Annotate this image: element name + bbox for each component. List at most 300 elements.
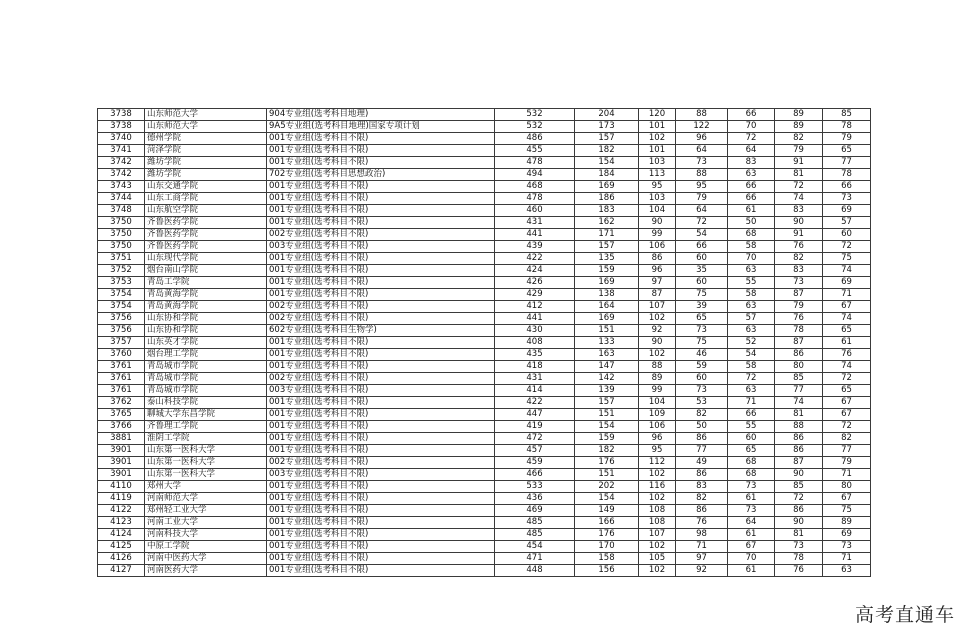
major-group-cell: 001专业组(选考科目不限) [267, 217, 495, 229]
school-code-cell: 3743 [98, 181, 145, 193]
total-score-cell: 431 [495, 373, 575, 385]
school-name-cell: 山东英才学院 [145, 337, 267, 349]
score-cell: 70 [728, 253, 775, 265]
score-cell: 169 [575, 313, 639, 325]
school-name-cell: 齐鲁医药学院 [145, 241, 267, 253]
score-cell: 49 [676, 457, 728, 469]
score-cell: 102 [639, 541, 676, 553]
school-name-cell: 中原工学院 [145, 541, 267, 553]
score-cell: 74 [823, 313, 871, 325]
score-cell: 102 [639, 349, 676, 361]
score-cell: 61 [728, 493, 775, 505]
score-cell: 171 [575, 229, 639, 241]
score-cell: 71 [823, 553, 871, 565]
score-cell: 86 [639, 253, 676, 265]
score-cell: 54 [728, 349, 775, 361]
score-cell: 116 [639, 481, 676, 493]
score-cell: 79 [676, 193, 728, 205]
score-cell: 75 [823, 505, 871, 517]
score-cell: 68 [728, 457, 775, 469]
score-cell: 80 [775, 361, 823, 373]
school-name-cell: 山东第一医科大学 [145, 457, 267, 469]
major-group-cell: 002专业组(选考科目不限) [267, 313, 495, 325]
score-cell: 87 [639, 289, 676, 301]
school-name-cell: 泰山科技学院 [145, 397, 267, 409]
school-name-cell: 菏泽学院 [145, 145, 267, 157]
total-score-cell: 447 [495, 409, 575, 421]
major-group-cell: 001专业组(选考科目不限) [267, 565, 495, 577]
school-name-cell: 潍坊学院 [145, 169, 267, 181]
school-name-cell: 淮阴工学院 [145, 433, 267, 445]
school-name-cell: 山东第一医科大学 [145, 445, 267, 457]
score-cell: 151 [575, 409, 639, 421]
score-cell: 70 [728, 553, 775, 565]
score-cell: 154 [575, 157, 639, 169]
score-cell: 65 [823, 385, 871, 397]
total-score-cell: 532 [495, 109, 575, 121]
score-cell: 68 [728, 229, 775, 241]
school-code-cell: 3740 [98, 133, 145, 145]
score-cell: 90 [775, 469, 823, 481]
score-cell: 82 [823, 433, 871, 445]
score-cell: 108 [639, 517, 676, 529]
score-cell: 96 [639, 433, 676, 445]
score-cell: 74 [775, 193, 823, 205]
school-name-cell: 河南师范大学 [145, 493, 267, 505]
score-cell: 103 [639, 193, 676, 205]
table-row [98, 253, 871, 265]
school-code-cell: 3881 [98, 433, 145, 445]
score-cell: 102 [639, 133, 676, 145]
total-score-cell: 448 [495, 565, 575, 577]
score-cell: 133 [575, 337, 639, 349]
school-code-cell: 3744 [98, 193, 145, 205]
score-cell: 86 [676, 469, 728, 481]
major-group-cell: 001专业组(选考科目不限) [267, 409, 495, 421]
score-cell: 90 [639, 337, 676, 349]
score-cell: 157 [575, 133, 639, 145]
school-name-cell: 烟台理工学院 [145, 349, 267, 361]
score-cell: 66 [676, 241, 728, 253]
score-cell: 83 [775, 265, 823, 277]
score-cell: 66 [728, 181, 775, 193]
score-cell: 138 [575, 289, 639, 301]
school-code-cell: 3748 [98, 205, 145, 217]
school-code-cell: 3761 [98, 361, 145, 373]
score-cell: 103 [639, 157, 676, 169]
score-cell: 65 [823, 145, 871, 157]
score-cell: 102 [639, 469, 676, 481]
watermark-text: 高考直通车 [854, 604, 955, 626]
score-cell: 169 [575, 181, 639, 193]
major-group-cell: 003专业组(选考科目不限) [267, 469, 495, 481]
score-cell: 102 [639, 313, 676, 325]
table-row [98, 109, 871, 121]
score-cell: 159 [575, 433, 639, 445]
major-group-cell: 003专业组(选考科目不限) [267, 385, 495, 397]
school-code-cell: 3751 [98, 253, 145, 265]
score-cell: 76 [775, 241, 823, 253]
score-cell: 71 [728, 397, 775, 409]
school-code-cell: 3756 [98, 313, 145, 325]
school-code-cell: 3750 [98, 229, 145, 241]
total-score-cell: 439 [495, 241, 575, 253]
total-score-cell: 478 [495, 157, 575, 169]
table-row [98, 349, 871, 361]
table-row [98, 157, 871, 169]
score-cell: 73 [775, 541, 823, 553]
school-code-cell: 3901 [98, 469, 145, 481]
score-cell: 176 [575, 529, 639, 541]
school-code-cell: 3738 [98, 121, 145, 133]
table-row [98, 565, 871, 577]
score-cell: 64 [728, 517, 775, 529]
score-cell: 61 [823, 337, 871, 349]
score-cell: 73 [676, 325, 728, 337]
total-score-cell: 441 [495, 229, 575, 241]
score-cell: 102 [639, 565, 676, 577]
major-group-cell: 003专业组(选考科目不限) [267, 241, 495, 253]
school-code-cell: 3754 [98, 301, 145, 313]
total-score-cell: 460 [495, 205, 575, 217]
table-row [98, 265, 871, 277]
school-name-cell: 齐鲁理工学院 [145, 421, 267, 433]
score-cell: 68 [728, 469, 775, 481]
score-cell: 91 [775, 157, 823, 169]
score-cell: 81 [775, 529, 823, 541]
score-cell: 73 [676, 157, 728, 169]
score-cell: 113 [639, 169, 676, 181]
score-cell: 66 [728, 409, 775, 421]
school-code-cell: 3762 [98, 397, 145, 409]
school-code-cell: 3761 [98, 385, 145, 397]
score-cell: 83 [676, 481, 728, 493]
major-group-cell: 001专业组(选考科目不限) [267, 181, 495, 193]
score-cell: 67 [823, 409, 871, 421]
school-code-cell: 4126 [98, 553, 145, 565]
score-cell: 85 [775, 373, 823, 385]
score-cell: 55 [728, 277, 775, 289]
total-score-cell: 412 [495, 301, 575, 313]
table-row [98, 181, 871, 193]
table-row [98, 373, 871, 385]
score-cell: 92 [639, 325, 676, 337]
score-cell: 88 [676, 169, 728, 181]
score-cell: 58 [728, 361, 775, 373]
score-cell: 154 [575, 421, 639, 433]
school-name-cell: 山东师范大学 [145, 121, 267, 133]
school-code-cell: 3742 [98, 157, 145, 169]
score-cell: 57 [728, 313, 775, 325]
score-cell: 55 [728, 421, 775, 433]
score-cell: 173 [575, 121, 639, 133]
score-cell: 85 [823, 109, 871, 121]
table-row [98, 337, 871, 349]
score-cell: 82 [775, 253, 823, 265]
score-cell: 166 [575, 517, 639, 529]
score-cell: 78 [775, 553, 823, 565]
table-row [98, 493, 871, 505]
school-code-cell: 3757 [98, 337, 145, 349]
score-cell: 50 [676, 421, 728, 433]
score-cell: 87 [775, 289, 823, 301]
score-cell: 86 [775, 433, 823, 445]
table-row [98, 325, 871, 337]
score-cell: 71 [676, 541, 728, 553]
table-row [98, 409, 871, 421]
school-code-cell: 3761 [98, 373, 145, 385]
major-group-cell: 001专业组(选考科目不限) [267, 553, 495, 565]
school-name-cell: 山东师范大学 [145, 109, 267, 121]
school-name-cell: 河南中医药大学 [145, 553, 267, 565]
score-cell: 95 [639, 181, 676, 193]
total-score-cell: 419 [495, 421, 575, 433]
school-name-cell: 山东现代学院 [145, 253, 267, 265]
score-cell: 184 [575, 169, 639, 181]
score-table [97, 108, 871, 577]
score-cell: 72 [775, 181, 823, 193]
major-group-cell: 001专业组(选考科目不限) [267, 481, 495, 493]
score-cell: 60 [676, 277, 728, 289]
score-cell: 83 [728, 157, 775, 169]
table-row [98, 217, 871, 229]
score-cell: 81 [775, 409, 823, 421]
school-code-cell: 3901 [98, 457, 145, 469]
school-name-cell: 郑州大学 [145, 481, 267, 493]
score-cell: 54 [676, 229, 728, 241]
table-row [98, 205, 871, 217]
score-cell: 60 [676, 373, 728, 385]
major-group-cell: 001专业组(选考科目不限) [267, 445, 495, 457]
table-row [98, 505, 871, 517]
score-cell: 65 [676, 313, 728, 325]
score-cell: 77 [823, 445, 871, 457]
school-code-cell: 3750 [98, 241, 145, 253]
total-score-cell: 494 [495, 169, 575, 181]
score-cell: 86 [676, 505, 728, 517]
score-cell: 98 [676, 529, 728, 541]
score-cell: 82 [775, 133, 823, 145]
school-code-cell: 3766 [98, 421, 145, 433]
score-cell: 53 [676, 397, 728, 409]
score-cell: 69 [823, 205, 871, 217]
score-cell: 142 [575, 373, 639, 385]
table-row [98, 193, 871, 205]
score-cell: 61 [728, 205, 775, 217]
major-group-cell: 001专业组(选考科目不限) [267, 421, 495, 433]
table-row [98, 145, 871, 157]
score-cell: 163 [575, 349, 639, 361]
score-cell: 88 [775, 421, 823, 433]
total-score-cell: 414 [495, 385, 575, 397]
score-cell: 159 [575, 265, 639, 277]
major-group-cell: 001专业组(选考科目不限) [267, 361, 495, 373]
table-row [98, 481, 871, 493]
table-row [98, 529, 871, 541]
score-cell: 50 [728, 217, 775, 229]
score-cell: 151 [575, 469, 639, 481]
score-cell: 71 [823, 469, 871, 481]
score-cell: 63 [728, 385, 775, 397]
total-score-cell: 441 [495, 313, 575, 325]
score-cell: 101 [639, 121, 676, 133]
major-group-cell: 9A5专业组(选考科目地理)国家专项计划 [267, 121, 495, 133]
score-cell: 162 [575, 217, 639, 229]
score-cell: 67 [823, 493, 871, 505]
school-code-cell: 3753 [98, 277, 145, 289]
score-cell: 79 [775, 145, 823, 157]
total-score-cell: 418 [495, 361, 575, 373]
table-row [98, 289, 871, 301]
table-body [98, 109, 871, 577]
score-cell: 90 [639, 217, 676, 229]
major-group-cell: 001专业组(选考科目不限) [267, 145, 495, 157]
major-group-cell: 001专业组(选考科目不限) [267, 205, 495, 217]
score-cell: 86 [775, 505, 823, 517]
score-cell: 95 [676, 181, 728, 193]
score-cell: 158 [575, 553, 639, 565]
score-cell: 96 [639, 265, 676, 277]
score-cell: 79 [775, 301, 823, 313]
total-score-cell: 435 [495, 349, 575, 361]
major-group-cell: 001专业组(选考科目不限) [267, 253, 495, 265]
table-row [98, 445, 871, 457]
total-score-cell: 408 [495, 337, 575, 349]
school-name-cell: 山东协和学院 [145, 325, 267, 337]
score-cell: 57 [823, 217, 871, 229]
total-score-cell: 455 [495, 145, 575, 157]
score-cell: 78 [823, 169, 871, 181]
school-name-cell: 青岛黄海学院 [145, 289, 267, 301]
total-score-cell: 466 [495, 469, 575, 481]
school-name-cell: 山东交通学院 [145, 181, 267, 193]
major-group-cell: 001专业组(选考科目不限) [267, 433, 495, 445]
score-cell: 73 [823, 193, 871, 205]
school-code-cell: 4119 [98, 493, 145, 505]
major-group-cell: 001专业组(选考科目不限) [267, 277, 495, 289]
score-cell: 89 [775, 121, 823, 133]
score-cell: 73 [728, 505, 775, 517]
school-name-cell: 山东协和学院 [145, 313, 267, 325]
score-cell: 63 [728, 169, 775, 181]
score-cell: 69 [823, 277, 871, 289]
score-cell: 157 [575, 397, 639, 409]
score-cell: 164 [575, 301, 639, 313]
score-cell: 120 [639, 109, 676, 121]
school-name-cell: 齐鲁医药学院 [145, 229, 267, 241]
school-name-cell: 聊城大学东昌学院 [145, 409, 267, 421]
school-name-cell: 郑州轻工业大学 [145, 505, 267, 517]
major-group-cell: 001专业组(选考科目不限) [267, 337, 495, 349]
score-cell: 154 [575, 493, 639, 505]
major-group-cell: 001专业组(选考科目不限) [267, 397, 495, 409]
school-code-cell: 4127 [98, 565, 145, 577]
score-cell: 107 [639, 301, 676, 313]
score-cell: 73 [823, 541, 871, 553]
table-row [98, 133, 871, 145]
total-score-cell: 533 [495, 481, 575, 493]
school-code-cell: 4124 [98, 529, 145, 541]
total-score-cell: 429 [495, 289, 575, 301]
score-cell: 65 [823, 325, 871, 337]
total-score-cell: 431 [495, 217, 575, 229]
score-cell: 107 [639, 529, 676, 541]
score-cell: 66 [728, 109, 775, 121]
score-cell: 135 [575, 253, 639, 265]
total-score-cell: 468 [495, 181, 575, 193]
table-row [98, 169, 871, 181]
table-row [98, 361, 871, 373]
score-cell: 69 [823, 529, 871, 541]
score-cell: 60 [823, 229, 871, 241]
score-cell: 96 [676, 133, 728, 145]
total-score-cell: 532 [495, 121, 575, 133]
score-cell: 182 [575, 145, 639, 157]
score-cell: 67 [823, 397, 871, 409]
score-cell: 183 [575, 205, 639, 217]
school-name-cell: 青岛城市学院 [145, 385, 267, 397]
school-name-cell: 山东第一医科大学 [145, 469, 267, 481]
score-cell: 97 [676, 553, 728, 565]
major-group-cell: 002专业组(选考科目不限) [267, 229, 495, 241]
total-score-cell: 459 [495, 457, 575, 469]
table-row [98, 277, 871, 289]
school-code-cell: 3756 [98, 325, 145, 337]
major-group-cell: 001专业组(选考科目不限) [267, 193, 495, 205]
score-cell: 106 [639, 241, 676, 253]
score-cell: 78 [775, 325, 823, 337]
school-code-cell: 3901 [98, 445, 145, 457]
score-cell: 59 [676, 361, 728, 373]
score-cell: 78 [823, 121, 871, 133]
major-group-cell: 001专业组(选考科目不限) [267, 289, 495, 301]
score-cell: 106 [639, 421, 676, 433]
table-row [98, 385, 871, 397]
score-cell: 74 [823, 361, 871, 373]
score-cell: 80 [823, 481, 871, 493]
score-cell: 99 [639, 385, 676, 397]
score-cell: 52 [728, 337, 775, 349]
score-cell: 73 [728, 481, 775, 493]
score-cell: 64 [728, 145, 775, 157]
score-cell: 202 [575, 481, 639, 493]
score-cell: 85 [775, 481, 823, 493]
score-cell: 88 [639, 361, 676, 373]
score-cell: 71 [823, 289, 871, 301]
total-score-cell: 472 [495, 433, 575, 445]
school-code-cell: 3754 [98, 289, 145, 301]
score-cell: 77 [676, 445, 728, 457]
major-group-cell: 001专业组(选考科目不限) [267, 133, 495, 145]
school-code-cell: 4123 [98, 517, 145, 529]
score-cell: 176 [575, 457, 639, 469]
score-cell: 75 [823, 253, 871, 265]
school-name-cell: 潍坊学院 [145, 157, 267, 169]
score-cell: 66 [823, 181, 871, 193]
score-cell: 61 [728, 529, 775, 541]
score-cell: 46 [676, 349, 728, 361]
school-name-cell: 青岛工学院 [145, 277, 267, 289]
score-cell: 75 [676, 289, 728, 301]
score-cell: 109 [639, 409, 676, 421]
score-cell: 86 [676, 433, 728, 445]
school-name-cell: 山东航空学院 [145, 205, 267, 217]
score-cell: 67 [823, 301, 871, 313]
table-row [98, 517, 871, 529]
score-cell: 105 [639, 553, 676, 565]
score-cell: 102 [639, 493, 676, 505]
score-cell: 204 [575, 109, 639, 121]
